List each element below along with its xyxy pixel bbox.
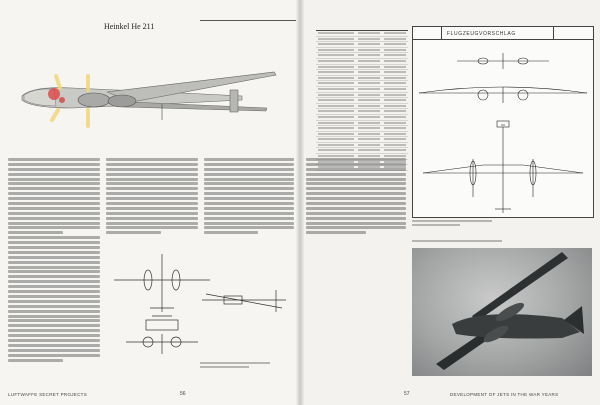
right-page (300, 0, 600, 405)
spine-gutter (296, 0, 304, 405)
model-photo (412, 248, 592, 376)
three-view-drawing (106, 250, 294, 360)
blueprint-caption (412, 220, 492, 228)
left-page-number: 56 (180, 391, 186, 397)
spec-table (316, 30, 408, 171)
text-column-2 (106, 158, 198, 236)
drawing-caption (200, 362, 270, 370)
left-footer: LUFTWAFFE SECRET PROJECTS (8, 392, 88, 397)
right-page-number: 57 (404, 391, 410, 397)
text-column-3 (204, 158, 294, 236)
right-text-column-1 (306, 158, 406, 236)
aircraft-illustration (12, 62, 282, 137)
top-rule (200, 20, 296, 21)
text-column-1 (8, 158, 100, 363)
photo-caption (412, 240, 502, 244)
right-footer: DEVELOPMENT OF JETS IN THE WAR YEARS (450, 392, 559, 397)
blueprint-header: FLUGZEUGVORSCHLAG (447, 31, 516, 37)
page-title: Heinkel He 211 (104, 22, 155, 31)
blueprint-drawing (412, 26, 594, 218)
